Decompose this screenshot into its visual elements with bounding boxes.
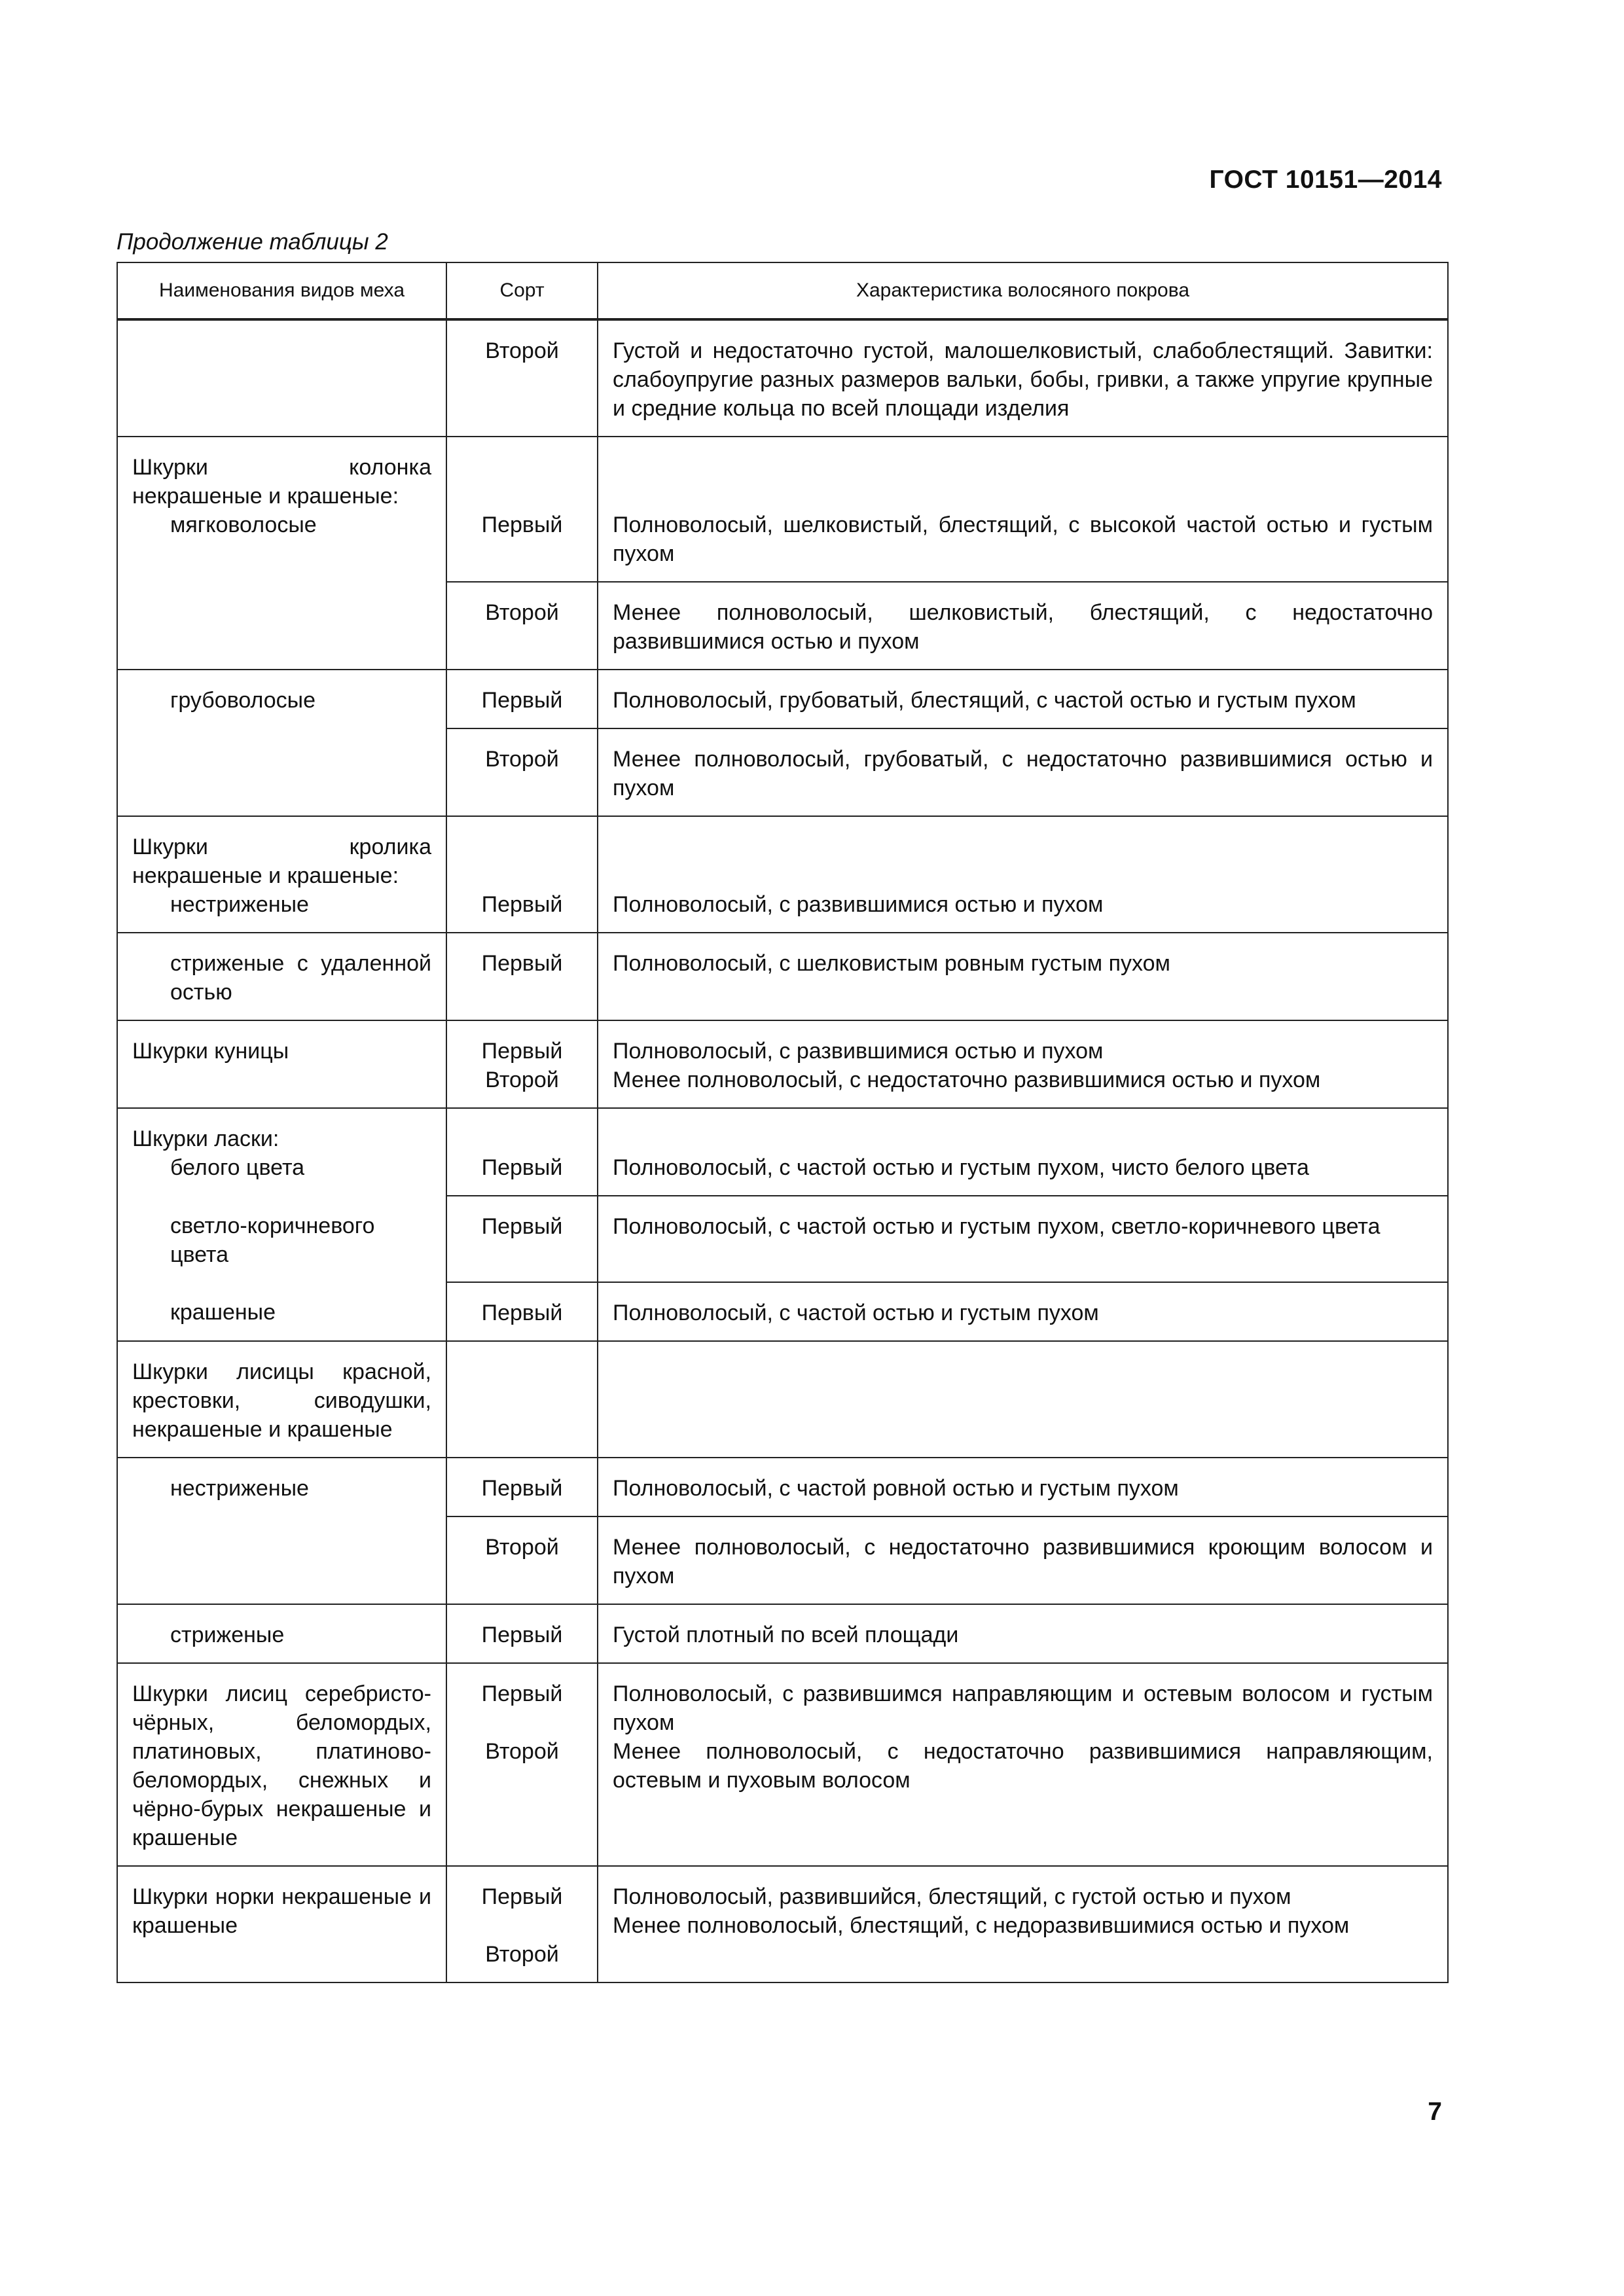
cell-sort [446,1020,598,1108]
cell-description: Полноволосый, с частой остью и густым пухом [598,1282,1448,1341]
description-text: Полноволосый, с развившимися остью и пухом [613,892,1104,917]
cell-description: Густой и недостаточно густой, малошелковистый, слабоблестящий. Завитки: слабоупругие разных размеров вальки, бобы, гривки, а также упругие крупные и средние кольца по всей площади изделия [598,319,1448,437]
column-header-sort: Сорт [446,262,598,319]
cell-name: светло-коричневого цвета [117,1196,446,1282]
cell-description [598,437,1448,582]
cell-sort [446,1866,598,1982]
cell-sort: Первый [446,1604,598,1663]
sort-value: Первый [481,1884,563,1909]
table-row [117,582,1448,670]
table-row [117,1108,1448,1196]
description-text: Полноволосый, с развившимся направляющим и остевым волосом и густым пухом [613,1681,1433,1735]
cell-name [117,582,446,670]
cell-description: Менее полноволосый, с недостаточно развившимися кроющим волосом и пухом [598,1516,1448,1604]
group-name: Шкурки ласки: [132,1126,280,1151]
column-header-description: Характеристика волосяного покрова [598,262,1448,319]
cell-name [117,437,446,582]
table-row [117,1341,1448,1458]
cell-name: крашеные [117,1282,446,1341]
cell-name [117,816,446,933]
description-text-2: Менее полноволосый, блестящий, с недоразвившимися остью и пухом [613,1913,1350,1938]
group-name: Шкурки кролика некрашеные и крашеные: [132,834,431,888]
subtype-name: нестриженые [170,892,309,917]
cell-name [117,319,446,437]
description-text: Полноволосый, шелковистый, блестящий, с высокой частой остью и густым пухом [613,512,1433,566]
cell-sort: Первый [446,1196,598,1282]
sort-value: Первый [481,1681,563,1706]
cell-name: грубоволосые [117,670,446,728]
standard-designation: ГОСТ 10151—2014 [1209,166,1442,194]
table-row [117,1282,1448,1341]
description-text-2: Менее полноволосый, с недостаточно развившимися остью и пухом [613,1067,1321,1092]
cell-name: стриженые [117,1604,446,1663]
table-row [117,319,1448,437]
table-row [117,1458,1448,1516]
sort-value: Первый [481,1155,563,1180]
table-header-row [117,262,1448,319]
cell-sort: Второй [446,728,598,816]
cell-sort [446,1341,598,1458]
cell-name: Шкурки лисицы красной, крестовки, сиводушки, некрашеные и крашеные [117,1341,446,1458]
table-row [117,1866,1448,1982]
table-row [117,1020,1448,1108]
table-row [117,1516,1448,1604]
sort-value-2: Второй [485,1739,559,1764]
cell-sort [446,816,598,933]
cell-sort: Первый [446,670,598,728]
cell-sort: Первый [446,1282,598,1341]
cell-sort: Второй [446,1516,598,1604]
cell-description [598,1663,1448,1866]
column-header-name: Наименования видов меха [117,262,446,319]
cell-description [598,1020,1448,1108]
description-text: Полноволосый, с частой остью и густым пухом, чисто белого цвета [613,1155,1309,1180]
sort-value-2: Второй [485,1067,559,1092]
cell-description [598,1108,1448,1196]
cell-name: Шкурки норки некрашеные и крашеные [117,1866,446,1982]
cell-name [117,1108,446,1196]
cell-name: Шкурки куницы [117,1020,446,1108]
table-row [117,728,1448,816]
cell-sort [446,437,598,582]
fur-characteristics-table [117,262,1449,1983]
table-row [117,437,1448,582]
cell-name: стриженые с удаленной остью [117,933,446,1020]
page-number: 7 [1428,2098,1442,2126]
description-text: Полноволосый, развившийся, блестящий, с густой остью и пухом [613,1884,1291,1909]
table-row [117,1196,1448,1282]
cell-description: Менее полноволосый, шелковистый, блестящий, с недостаточно развившимися остью и пухом [598,582,1448,670]
cell-description: Густой плотный по всей площади [598,1604,1448,1663]
cell-sort: Второй [446,582,598,670]
cell-name: нестриженые [117,1458,446,1516]
cell-description: Полноволосый, с частой ровной остью и густым пухом [598,1458,1448,1516]
cell-sort: Второй [446,319,598,437]
cell-description: Полноволосый, с шелковистым ровным густым пухом [598,933,1448,1020]
cell-description: Менее полноволосый, грубоватый, с недостаточно развившимися остью и пухом [598,728,1448,816]
subtype-name: белого цвета [170,1155,305,1180]
cell-name [117,1516,446,1604]
table-row [117,670,1448,728]
sort-value-2: Второй [485,1942,559,1967]
cell-description [598,1866,1448,1982]
cell-description [598,816,1448,933]
subtype-name: мягковолосые [170,512,317,537]
table-row [117,933,1448,1020]
table-caption: Продолжение таблицы 2 [117,229,388,255]
cell-description [598,1341,1448,1458]
group-name: Шкурки колонка некрашеные и крашеные: [132,455,431,509]
cell-name [117,728,446,816]
cell-sort: Первый [446,933,598,1020]
table-row [117,1663,1448,1866]
sort-value: Первый [481,512,563,537]
description-text: Полноволосый, с развившимися остью и пухом [613,1039,1104,1064]
sort-value: Первый [481,892,563,917]
cell-description: Полноволосый, грубоватый, блестящий, с частой остью и густым пухом [598,670,1448,728]
cell-name: Шкурки лисиц серебристо-чёрных, беломордых, платиновых, платиново-беломордых, снежных и чёрно-бурых некрашеные и крашеные [117,1663,446,1866]
table-row [117,816,1448,933]
cell-sort [446,1108,598,1196]
sort-value: Первый [481,1039,563,1064]
description-text-2: Менее полноволосый, с недостаточно развившимися направляющим, остевым и пуховым волосом [613,1739,1433,1793]
cell-sort: Первый [446,1458,598,1516]
cell-description: Полноволосый, с частой остью и густым пухом, светло-коричневого цвета [598,1196,1448,1282]
table-row [117,1604,1448,1663]
cell-sort [446,1663,598,1866]
